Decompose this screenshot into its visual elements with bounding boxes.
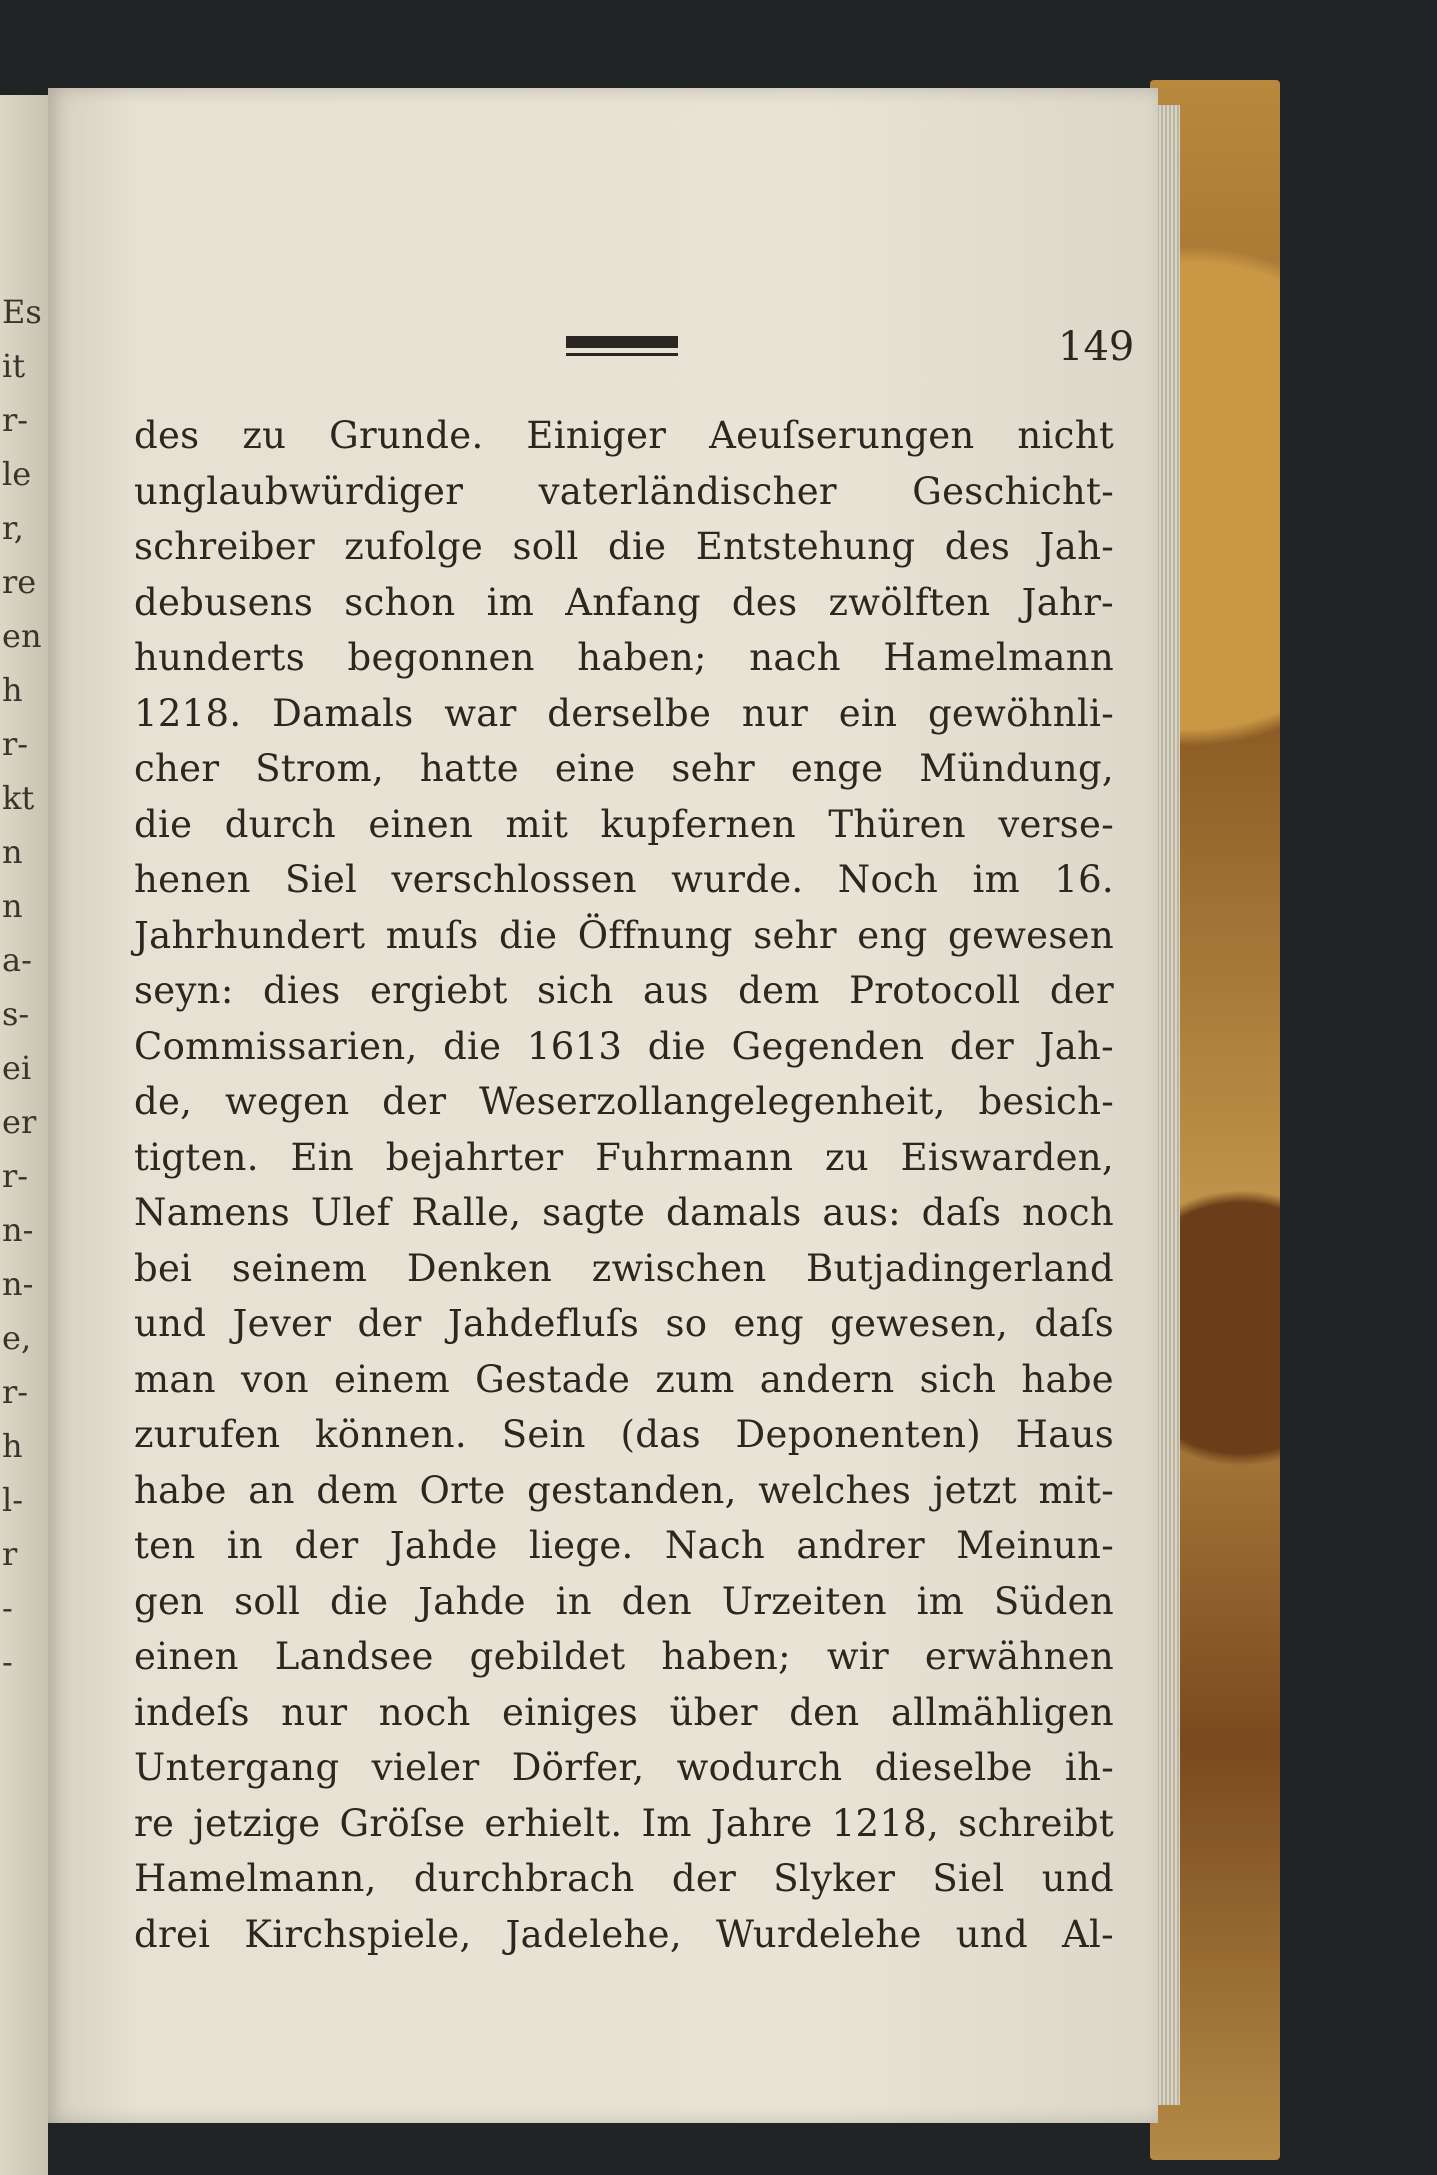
left-page-fragment: r- xyxy=(2,401,29,439)
text-line: habe an dem Orte gestanden, welches jetzt mit- xyxy=(134,1468,1114,1512)
left-page-fragment: n- xyxy=(2,1265,34,1303)
text-line: Untergang vieler Dörfer, wodurch dieselbe ih- xyxy=(134,1746,1114,1789)
left-page-fragment: e, xyxy=(2,1319,32,1357)
left-page-fragment: a- xyxy=(2,941,32,979)
left-page-fragments xyxy=(0,95,48,2175)
text-line: Commissarien, die 1613 die Gegenden der Jah- xyxy=(134,1024,1114,1068)
text-line: man von einem Gestade zum andern sich habe xyxy=(134,1357,1114,1401)
left-page-fragment: l- xyxy=(2,1481,24,1519)
book-page xyxy=(48,88,1158,2123)
text-line: tigten. Ein bejahrter Fuhrmann zu Eiswarden, xyxy=(134,1135,1114,1179)
text-line: de, wegen der Weserzollangelegenheit, besich- xyxy=(134,1080,1114,1123)
left-page-fragment: le xyxy=(2,455,32,493)
text-line: debusens schon im Anfang des zwölften Jahr- xyxy=(134,580,1114,624)
page-number: 149 xyxy=(1058,324,1135,370)
left-page-fragment: h xyxy=(2,671,23,709)
text-line: henen Siel verschlossen wurde. Noch im 16. xyxy=(134,858,1114,901)
text-line: einen Landsee gebildet haben; wir erwähnen xyxy=(134,1635,1114,1678)
left-page-fragment: r- xyxy=(2,725,29,763)
header-rule-thin xyxy=(566,353,678,356)
left-page-fragment: kt xyxy=(2,779,35,817)
text-line: die durch einen mit kupfernen Thüren verse- xyxy=(134,802,1114,846)
left-page-fragment: - xyxy=(2,1643,13,1681)
left-page-fragment: r xyxy=(2,1535,18,1573)
left-page-fragment: ei xyxy=(2,1049,32,1087)
text-line: schreiber zufolge soll die Entstehung des Jah- xyxy=(134,525,1114,568)
left-page-fragment: n- xyxy=(2,1211,34,1249)
left-page-fragment: er xyxy=(2,1103,37,1141)
text-line: gen soll die Jahde in den Urzeiten im Süden xyxy=(134,1579,1114,1623)
text-line: ten in der Jahde liege. Nach andrer Meinun- xyxy=(134,1524,1114,1567)
body-text xyxy=(134,408,1114,1962)
left-page-fragment: h xyxy=(2,1427,23,1465)
left-page-fragment: r- xyxy=(2,1373,29,1411)
text-line: zurufen können. Sein (das Deponenten) Haus xyxy=(134,1413,1114,1456)
text-line: cher Strom, hatte eine sehr enge Mündung, xyxy=(134,747,1114,790)
text-line: und Jever der Jahdefluſs so eng gewesen, daſs xyxy=(134,1302,1114,1345)
left-page-fragment: r, xyxy=(2,509,24,547)
header-rule xyxy=(566,336,678,348)
text-line: Jahrhundert muſs die Öffnung sehr eng gewesen xyxy=(134,913,1114,957)
text-line: Namens Ulef Ralle, sagte damals aus: daſs noch xyxy=(134,1191,1114,1234)
text-line: Hamelmann, durchbrach der Slyker Siel und xyxy=(134,1857,1114,1900)
text-line: indeſs nur noch einiges über den allmähligen xyxy=(134,1690,1114,1734)
text-line: 1218. Damals war derselbe nur ein gewöhnli- xyxy=(134,691,1114,735)
left-page-margin xyxy=(0,95,48,2175)
left-page-fragment: re xyxy=(2,563,37,601)
text-line: seyn: dies ergiebt sich aus dem Protocoll der xyxy=(134,969,1114,1012)
text-line: re jetzige Gröſse erhielt. Im Jahre 1218, schreibt xyxy=(134,1801,1114,1845)
left-page-fragment: - xyxy=(2,1589,13,1627)
left-page-fragment: n xyxy=(2,887,23,925)
text-line: unglaubwürdiger vaterländischer Geschicht- xyxy=(134,469,1114,513)
left-page-fragment: n xyxy=(2,833,23,871)
text-line: hunderts begonnen haben; nach Hamelmann xyxy=(134,636,1114,679)
left-page-fragment: en xyxy=(2,617,42,655)
text-line: drei Kirchspiele, Jadelehe, Wurdelehe und Al- xyxy=(134,1912,1114,1956)
left-page-fragment: s- xyxy=(2,995,30,1033)
left-page-fragment: Es xyxy=(2,293,42,331)
text-line: bei seinem Denken zwischen Butjadingerland xyxy=(134,1246,1114,1290)
left-page-fragment: it xyxy=(2,347,26,385)
left-page-fragment: r- xyxy=(2,1157,29,1195)
text-line: des zu Grunde. Einiger Aeuſserungen nicht xyxy=(134,414,1114,457)
